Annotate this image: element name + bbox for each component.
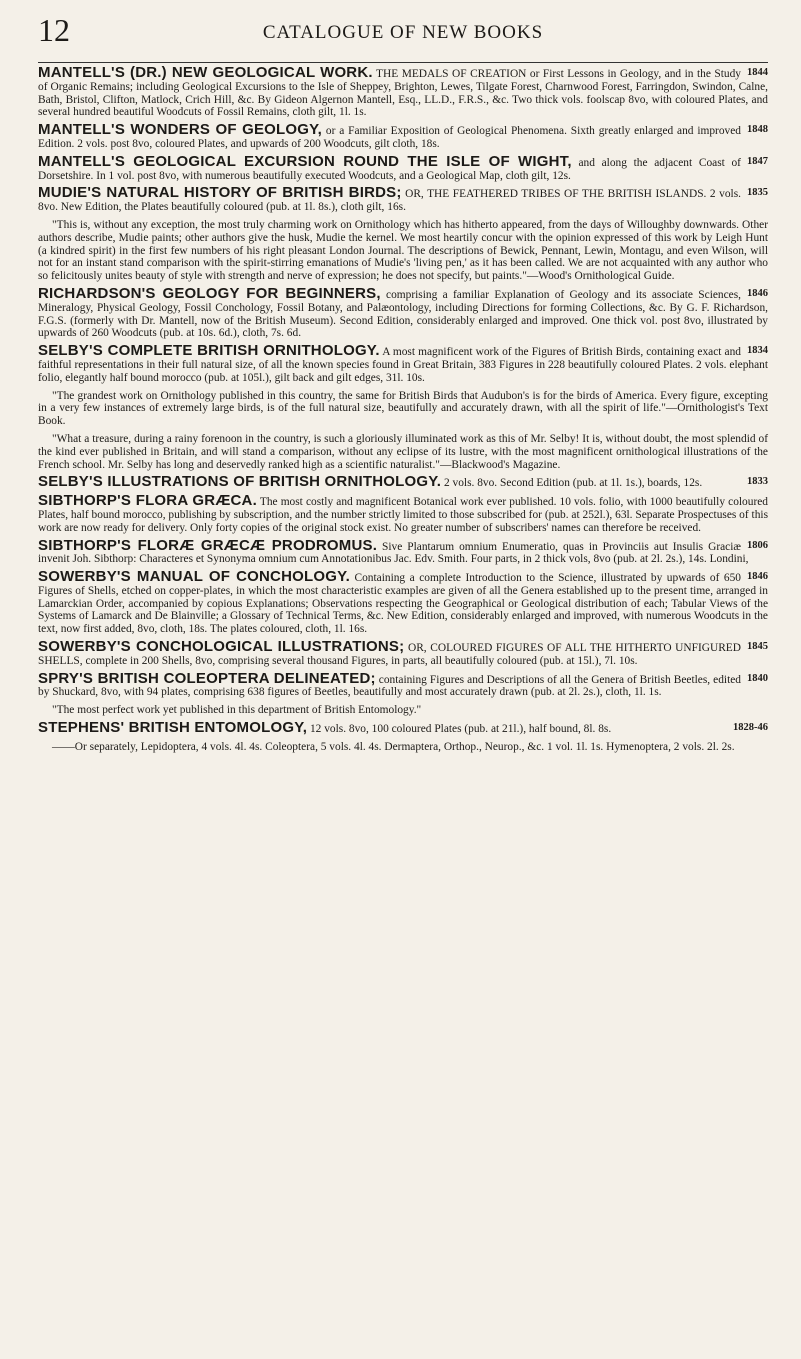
page-number: 12	[38, 12, 70, 48]
entry-description: Sive Plantarum omnium Enumeratio, quas in Provinciis aut Insulis Graciæ invenit Joh. Sibthorp: Characteres et Synonyma omnium cum Annotationibus Jac. Edv. Smith. Four parts, in 2 thick vols, 8vo (pub. at 2l. 2s.), 14s. Londini,	[38, 540, 749, 566]
entry-description: THE MEDALS OF CREATION or First Lessons in Geology, and in the Study of Organic Remains; including Geological Excursions to the Isle of Sheppey, Brighton, Lewes, Tilgate Forest, Charnwood Forest, Farringdon, Swindon, Calne, Bath, Bristol, Clifton, Matlock, Crich Hill, &c. By Gideon Algernon Mantell, Esq., LL.D., F.R.S., &c. Two thick vols. foolscap 8vo, with coloured Plates, and several hundred beautiful Woodcuts of Fossil Remains, cloth gilt, 1l. 1s.	[38, 68, 768, 119]
catalogue-entry	[38, 152, 768, 183]
entry-description: 12 vols. 8vo, 100 coloured Plates (pub. at 21l.), half bound, 8l. 8s.	[309, 723, 612, 736]
catalogue-entry	[38, 492, 768, 534]
entry-description: containing Figures and Descriptions of all the Genera of British Beetles, edited by Shuckard, 8vo, with 94 plates, comprising 638 figures of Beetles, beautifully and most accurately drawn (pub. at 2l. 2s.), cloth, 1l. 1s.	[38, 673, 741, 699]
catalogue-entry	[38, 342, 768, 384]
review-quote: "The most perfect work yet published in this department of British Entomology."	[52, 704, 422, 717]
entry-title: SPRY'S BRITISH COLEOPTERA DELINEATED;	[38, 669, 376, 687]
entry-title: MANTELL'S GEOLOGICAL EXCURSION ROUND THE ISLE OF WIGHT,	[38, 152, 572, 170]
entry-year: 1828-46	[733, 722, 768, 734]
page-header	[38, 0, 768, 62]
catalogue-entry	[38, 473, 768, 491]
entry-description: 2 vols. 8vo. Second Edition (pub. at 1l. 1s.), boards, 12s.	[444, 477, 703, 490]
entry-title: SOWERBY'S CONCHOLOGICAL ILLUSTRATIONS;	[38, 638, 405, 656]
entry-year: 1806	[747, 539, 768, 551]
entry-title: MANTELL'S (DR.) NEW GEOLOGICAL WORK.	[38, 64, 373, 81]
entry-description: comprising a familiar Explanation of Geology and its associate Sciences, Mineralogy, Physical Geology, Fossil Conchology, Fossil Botany, and Palæontology, including Directions for forming Collections, &c. By G. F. Richardson, F.G.S. (formerly with Dr. Mantell, now of the British Museum). Second Edition, considerably enlarged and improved. One thick vol. post 8vo, illustrated by upwards of 260 Woodcuts (pub. at 10s. 6d.), cloth, 7s. 6d.	[38, 288, 768, 340]
entry-description: OR, COLOURED FIGURES OF ALL THE HITHERTO UNFIGURED SHELLS, complete in 200 Shells, 8vo, comprising several thousand Figures, in parts, all beautifully coloured (pub. at 15l.), 7l. 10s.	[38, 642, 741, 667]
running-title: CATALOGUE OF NEW BOOKS	[262, 22, 544, 43]
entry-year: 1833	[747, 476, 768, 488]
catalogue-entry	[38, 669, 768, 700]
entry-year: 1847	[747, 155, 768, 167]
entry-year: 1845	[747, 641, 768, 653]
entry-description: or a Familiar Exposition of Geological Phenomena. Sixth greatly enlarged and improved Edition. 2 vols. post 8vo, coloured Plates, and upwards of 200 Woodcuts, gilt cloth, 18s.	[38, 125, 741, 150]
catalogue-entry	[38, 121, 768, 151]
entry-title: SIBTHORP'S FLORA GRÆCA.	[38, 492, 257, 510]
entry-description: Containing a complete Introduction to the Science, illustrated by upwards of 650 Figures of Shells, etched on copper-plates, in which the most characteristic examples are given of all the Genera established up to the present time, arranged in Lamarckian Order, accompanied by copious Explanations; Observations respecting the Geographical or Geological distribution of each; Tabular Views of the Systems of Lamarck and De Blainville; a Glossary of Technical Terms, &c. New Edition, considerably enlarged and improved, with numerous Woodcuts in the text, now first added, 8vo, cloth, 18s. The plates coloured, cloth, 1l. 16s.	[38, 572, 768, 636]
entry-title: MANTELL'S WONDERS OF GEOLOGY,	[38, 121, 323, 139]
catalogue-entry	[38, 568, 768, 636]
catalogue-entry	[38, 64, 768, 119]
entry-year: 1844	[747, 67, 768, 78]
entry-year: 1840	[747, 672, 768, 684]
review-quote: "This is, without any exception, the most truly charming work on Ornithology which has hitherto appeared, from the days of Willoughby downwards. Other authors describe, Mudie paints; other authors give the husk, Mudie the kernel. We most heartily concur with the opinion expressed of this work by Leigh Hunt (a kindred spirit) in the first few numbers of his right pleasant London Journal. The descriptions of Bewick, Pennant, Lewin, Montagu, and even Wilson, will not for an instant stand comparison with the spirit-stirring emanations of Mudie's 'living pen,' as it has been called. We are not acquainted with any author who so felicitously unites beauty of style with strength and nerve of expression; he does not specify, but paints."—Wood's Ornithological Guide.	[38, 218, 768, 283]
entry-year: 1846	[747, 287, 768, 299]
entry-title: SOWERBY'S MANUAL OF CONCHOLOGY.	[38, 568, 350, 586]
catalogue-entry	[38, 284, 768, 340]
catalogue-entry	[38, 719, 768, 737]
entry-year: 1835	[747, 187, 768, 199]
header-rule	[38, 62, 768, 63]
entry-year: 1848	[747, 124, 768, 136]
entry-title: RICHARDSON'S GEOLOGY FOR BEGINNERS,	[38, 284, 381, 302]
review-quote: "What a treasure, during a rainy forenoon in the country, is such a gloriously illuminated work as this of Mr. Selby! It is, without doubt, the most splendid of the kind ever published in Britain, and will stand a comparison, without any eclipse of its lustre, with the most magnificent ornithological illustrations of the French school. Mr. Selby has long and deservedly ranked high as a scientific naturalist."—Blackwood's Magazine.	[38, 432, 768, 471]
review-quote: "The grandest work on Ornithology published in this country, the same for British Birds that Audubon's is for the birds of America. Every figure, excepting in a very few instances of extremely large birds, is of the full natural size, beautifully and accurately drawn, with all the spirit of life."—Ornithologist's Text Book.	[38, 389, 768, 428]
entry-description: The most costly and magnificent Botanical work ever published. 10 vols. folio, with 1000 beautifully coloured Plates, half bound morocco, publishing by subscription, and the number strictly limited to those subscribed for (pub. at 252l.), 63l. Separate Prospectuses of this work are now ready for delivery. Only forty copies of the original stock exist. No greater number of subscribers' names can therefore be received.	[38, 496, 768, 534]
entry-description: OR, THE FEATHERED TRIBES OF THE BRITISH ISLANDS. 2 vols. 8vo. New Edition, the Plates beautifully coloured (pub. at 1l. 8s.), cloth gilt, 16s.	[38, 188, 741, 214]
entry-year: 1846	[747, 571, 768, 583]
entry-title: SELBY'S COMPLETE BRITISH ORNITHOLOGY.	[38, 342, 380, 360]
review-quote: ——Or separately, Lepidoptera, 4 vols. 4l. 4s. Coleoptera, 5 vols. 4l. 4s. Dermaptera, Orthop., Neurop., &c. 1 vol. 1l. 1s. Hymenoptera, 2 vols. 2l. 2s.	[52, 740, 735, 753]
entry-title: SIBTHORP'S FLORÆ GRÆCÆ PRODROMUS.	[38, 536, 378, 554]
entry-year: 1834	[747, 345, 768, 357]
entry-description: A most magnificent work of the Figures of British Birds, containing exact and faithful representations in their full natural size, of all the known species found in Great Britain, 383 Figures in 228 beautifully coloured Plates. 2 vols. elephant folio, elegantly half bound morocco (pub. at 105l.), gilt back and gilt edges, 31l. 10s.	[38, 346, 768, 384]
catalogue-entries	[38, 64, 768, 754]
entry-description: and along the adjacent Coast of Dorsetshire. In 1 vol. post 8vo, with numerous beautifully executed Woodcuts, and a Geological Map, cloth gilt, 12s.	[38, 156, 741, 182]
entry-title: SELBY'S ILLUSTRATIONS OF BRITISH ORNITHOLOGY.	[38, 473, 442, 491]
entry-title: MUDIE'S NATURAL HISTORY OF BRITISH BIRDS;	[38, 184, 402, 202]
entry-title: STEPHENS' BRITISH ENTOMOLOGY,	[38, 719, 308, 737]
catalogue-entry	[38, 536, 768, 567]
catalogue-entry	[38, 638, 768, 668]
catalogue-entry	[38, 184, 768, 214]
